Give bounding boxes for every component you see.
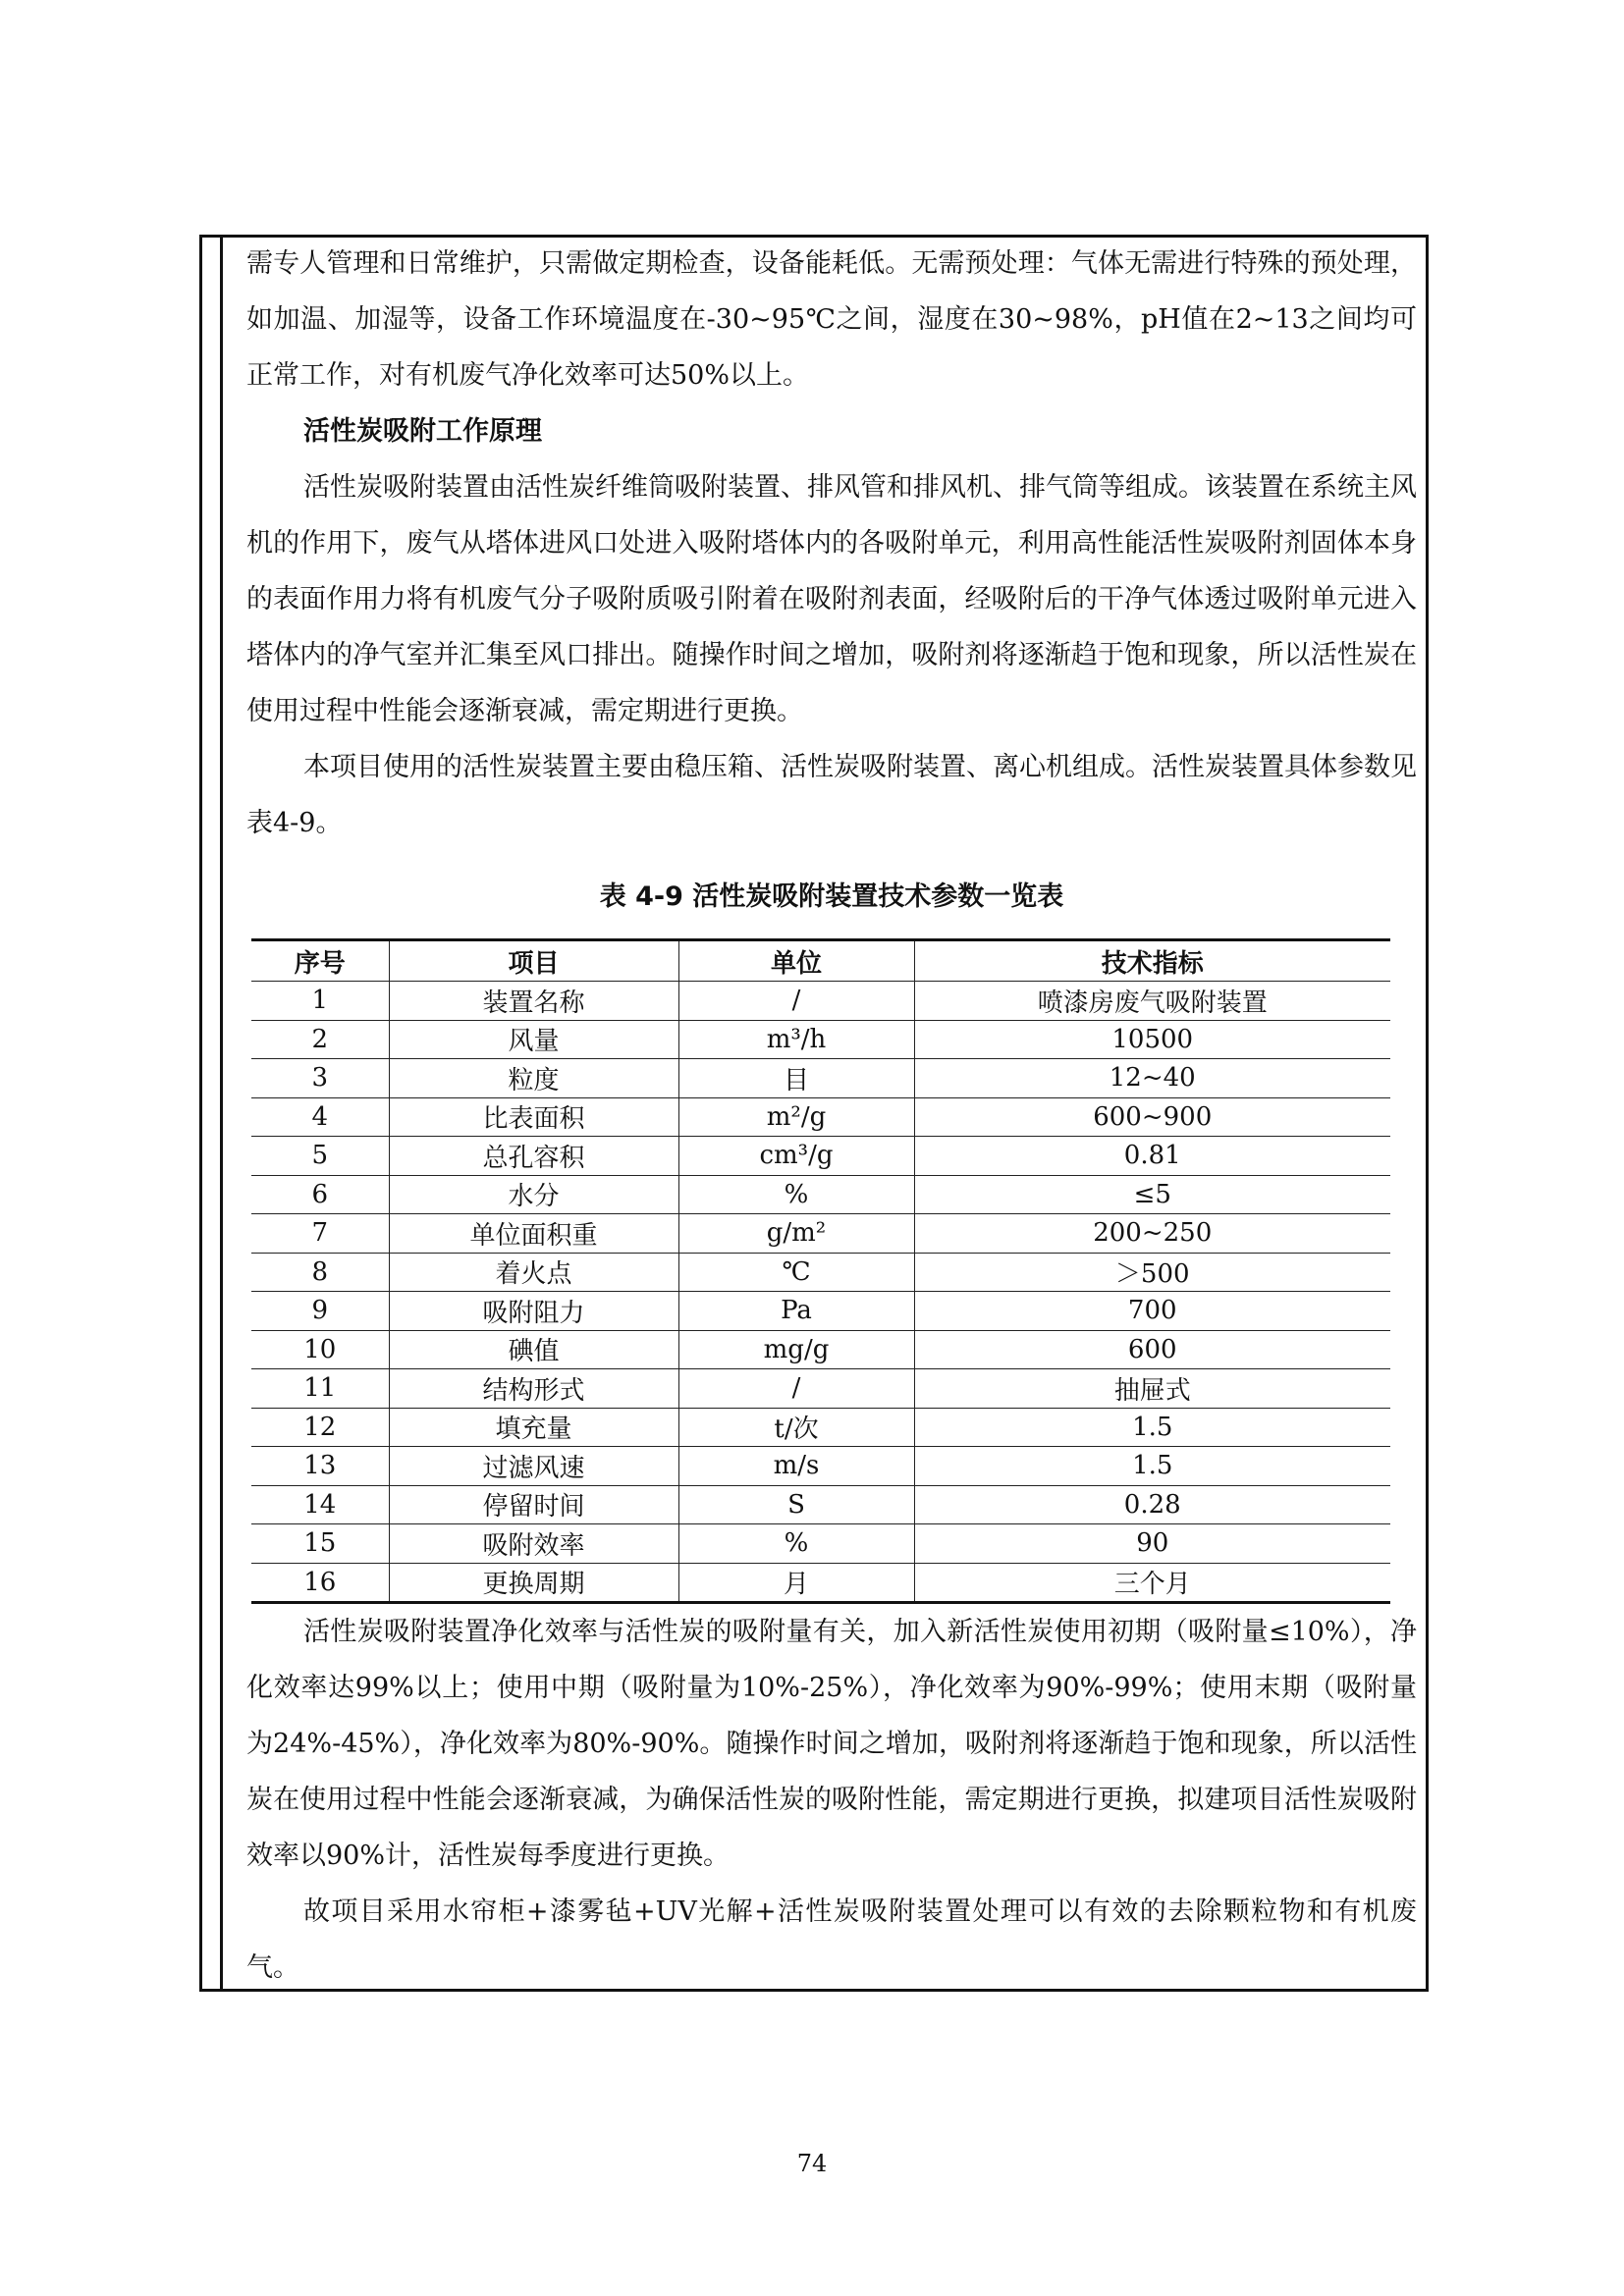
cell-item: 过滤风速 <box>389 1447 678 1486</box>
cell-index: 10 <box>251 1330 389 1369</box>
paragraph-continued: 需专人管理和日常维护，只需做定期检查，设备能耗低。无需预处理：气体无需进行特殊的预处理，如加温、加湿等，设备工作环境温度在-30~95℃之间，湿度在30~98%，pH值在2~13之间均可正常工作，对有机废气净化效率可达50%以上。 <box>246 248 1417 391</box>
paragraph-efficiency: 活性炭吸附装置净化效率与活性炭的吸附量有关，加入新活性炭使用初期（吸附量≤10%），净化效率达99%以上；使用中期（吸附量为10%-25%），净化效率为90%-99%；使用末期（吸附量为24%-45%），净化效率为80%-90%。随操作时间之增加，吸附剂将逐渐趋于饱和现象，所以活性炭在使用过程中性能会逐渐衰减，为确保活性炭的吸附性能，需定期进行更换，拟建项目活性炭吸附效率以90%计，活性炭每季度进行更换。 <box>246 1617 1417 1871</box>
page-number: 74 <box>796 2150 828 2177</box>
cell-spec: 1.5 <box>914 1447 1390 1486</box>
table-row <box>251 1175 1390 1214</box>
cell-item: 总孔容积 <box>389 1137 678 1176</box>
cell-unit: / <box>678 982 914 1021</box>
cell-unit: mg/g <box>678 1330 914 1369</box>
cell-item: 更换周期 <box>389 1563 678 1603</box>
parameters-table <box>251 938 1390 1604</box>
cell-unit: % <box>678 1175 914 1214</box>
cell-index: 3 <box>251 1059 389 1098</box>
table-header-row <box>251 940 1390 982</box>
cell-spec: 三个月 <box>914 1563 1390 1603</box>
cell-index: 1 <box>251 982 389 1021</box>
cell-index: 8 <box>251 1253 389 1292</box>
cell-item: 水分 <box>389 1175 678 1214</box>
table-row <box>251 1137 1390 1176</box>
cell-spec: 200~250 <box>914 1214 1390 1254</box>
cell-index: 14 <box>251 1485 389 1524</box>
cell-spec: 0.81 <box>914 1137 1390 1176</box>
cell-unit: Pa <box>678 1292 914 1331</box>
cell-index: 4 <box>251 1097 389 1137</box>
cell-unit: t/次 <box>678 1408 914 1447</box>
cell-spec: 抽屉式 <box>914 1369 1390 1409</box>
paragraph-principle: 活性炭吸附装置由活性炭纤维筒吸附装置、排风管和排风机、排气筒等组成。该装置在系统主风机的作用下，废气从塔体进风口处进入吸附塔体内的各吸附单元，利用高性能活性炭吸附剂固体本身的表面作用力将有机废气分子吸附质吸引附着在吸附剂表面，经吸附后的干净气体透过吸附单元进入塔体内的净气室并汇集至风口排出。随操作时间之增加，吸附剂将逐渐趋于饱和现象，所以活性炭在使用过程中性能会逐渐衰减，需定期进行更换。 <box>246 472 1417 726</box>
cell-item: 比表面积 <box>389 1097 678 1137</box>
cell-item: 吸附效率 <box>389 1524 678 1564</box>
cell-item: 停留时间 <box>389 1485 678 1524</box>
cell-unit: S <box>678 1485 914 1524</box>
header-item: 项目 <box>389 940 678 982</box>
cell-spec: 0.28 <box>914 1485 1390 1524</box>
table-row <box>251 1330 1390 1369</box>
cell-unit: m²/g <box>678 1097 914 1137</box>
header-index: 序号 <box>251 940 389 982</box>
table-row <box>251 1447 1390 1486</box>
cell-item: 风量 <box>389 1020 678 1059</box>
cell-index: 15 <box>251 1524 389 1564</box>
paragraph-device-composition: 本项目使用的活性炭装置主要由稳压箱、活性炭吸附装置、离心机组成。活性炭装置具体参数见表4-9。 <box>246 752 1417 838</box>
cell-index: 16 <box>251 1563 389 1603</box>
cell-item: 粒度 <box>389 1059 678 1098</box>
cell-item: 吸附阻力 <box>389 1292 678 1331</box>
cell-spec: ≤5 <box>914 1175 1390 1214</box>
header-unit: 单位 <box>678 940 914 982</box>
table-row <box>251 1253 1390 1292</box>
cell-spec: 600 <box>914 1330 1390 1369</box>
cell-spec: 喷漆房废气吸附装置 <box>914 982 1390 1021</box>
cell-unit: % <box>678 1524 914 1564</box>
table-row <box>251 1292 1390 1331</box>
table-row <box>251 1408 1390 1447</box>
table-row <box>251 1485 1390 1524</box>
cell-item: 填充量 <box>389 1408 678 1447</box>
frame-left-rule <box>220 235 223 1992</box>
cell-unit: ℃ <box>678 1253 914 1292</box>
cell-unit: 月 <box>678 1563 914 1603</box>
table-caption: 表 4-9 活性炭吸附装置技术参数一览表 <box>599 881 1064 912</box>
cell-item: 碘值 <box>389 1330 678 1369</box>
cell-unit: / <box>678 1369 914 1409</box>
table-row <box>251 1059 1390 1098</box>
table-row <box>251 1214 1390 1254</box>
table-row <box>251 1097 1390 1137</box>
cell-unit: 目 <box>678 1059 914 1098</box>
header-spec: 技术指标 <box>914 940 1390 982</box>
page-content <box>246 236 1417 1996</box>
cell-index: 13 <box>251 1447 389 1486</box>
cell-spec: 10500 <box>914 1020 1390 1059</box>
cell-spec: 90 <box>914 1524 1390 1564</box>
cell-index: 11 <box>251 1369 389 1409</box>
cell-index: 5 <box>251 1137 389 1176</box>
cell-index: 7 <box>251 1214 389 1254</box>
cell-index: 9 <box>251 1292 389 1331</box>
cell-unit: m/s <box>678 1447 914 1486</box>
table-row <box>251 1563 1390 1603</box>
cell-spec: 12~40 <box>914 1059 1390 1098</box>
cell-item: 装置名称 <box>389 982 678 1021</box>
table-row <box>251 982 1390 1021</box>
table-row <box>251 1020 1390 1059</box>
cell-spec: ＞500 <box>914 1253 1390 1292</box>
cell-item: 单位面积重 <box>389 1214 678 1254</box>
table-row <box>251 1369 1390 1409</box>
cell-unit: g/m² <box>678 1214 914 1254</box>
paragraph-conclusion: 故项目采用水帘柜+漆雾毡+UV光解+活性炭吸附装置处理可以有效的去除颗粒物和有机废气。 <box>246 1896 1417 1983</box>
cell-item: 着火点 <box>389 1253 678 1292</box>
cell-index: 2 <box>251 1020 389 1059</box>
table-row <box>251 1524 1390 1564</box>
cell-spec: 700 <box>914 1292 1390 1331</box>
cell-spec: 1.5 <box>914 1408 1390 1447</box>
cell-unit: m³/h <box>678 1020 914 1059</box>
cell-index: 12 <box>251 1408 389 1447</box>
cell-spec: 600~900 <box>914 1097 1390 1137</box>
cell-item: 结构形式 <box>389 1369 678 1409</box>
cell-unit: cm³/g <box>678 1137 914 1176</box>
cell-index: 6 <box>251 1175 389 1214</box>
section-heading: 活性炭吸附工作原理 <box>303 416 542 447</box>
